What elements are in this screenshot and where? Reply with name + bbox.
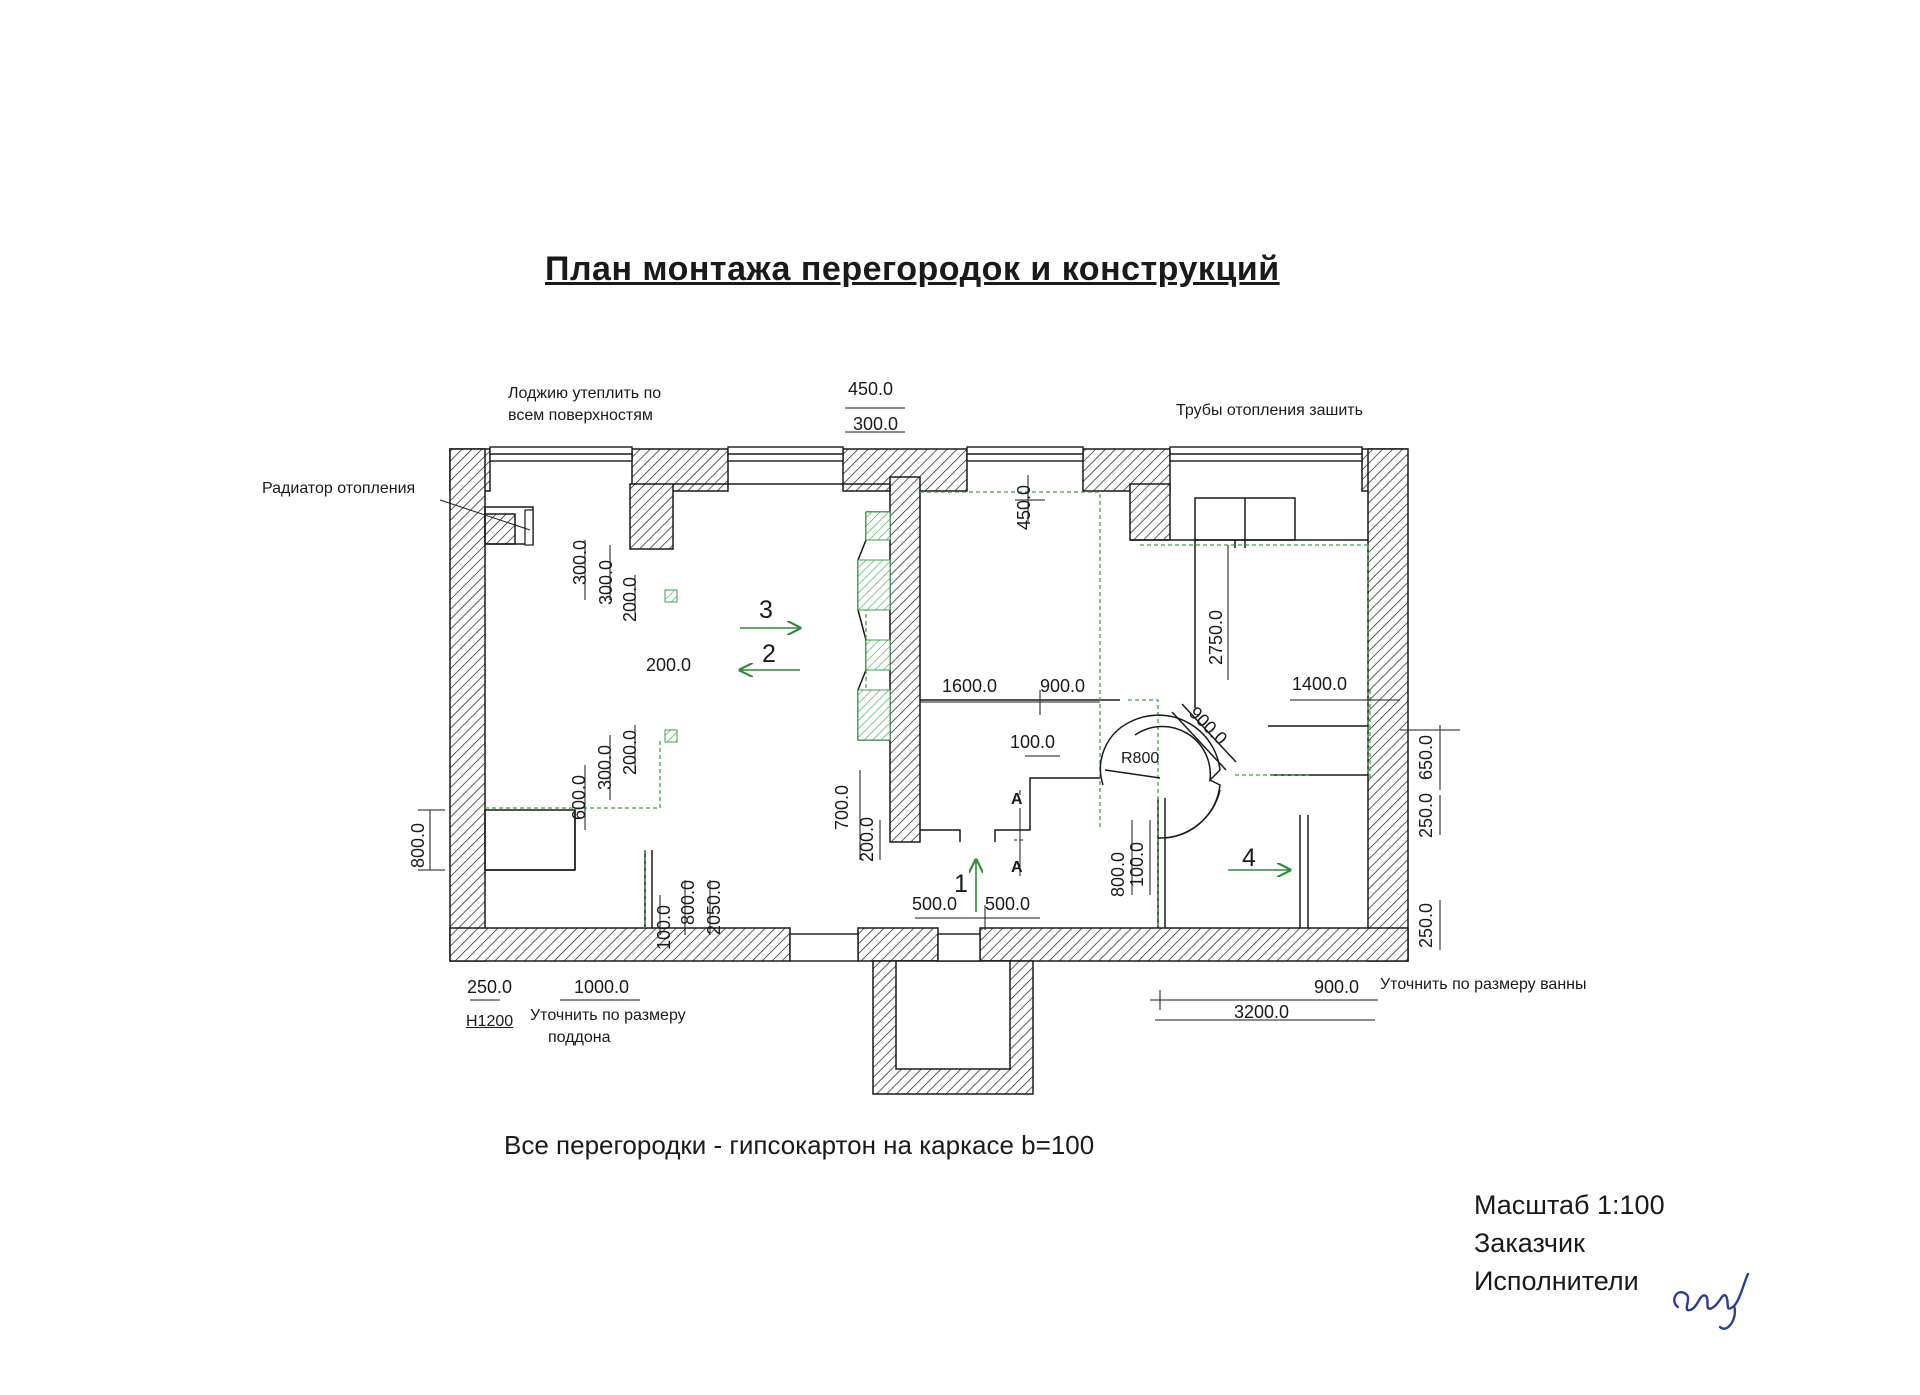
note-tray-line2: поддона bbox=[548, 1029, 611, 1046]
note-radiator: Радиатор отопления bbox=[262, 480, 416, 497]
dim-500-b: 500.0 bbox=[985, 894, 1031, 914]
dim-500-a: 500.0 bbox=[912, 894, 958, 914]
dim-300-top: 300.0 bbox=[853, 414, 899, 434]
dim-200-a: 200.0 bbox=[620, 576, 640, 622]
dim-200-b: 200.0 bbox=[620, 729, 640, 775]
dim-300-b: 300.0 bbox=[596, 559, 616, 605]
marker-4: 4 bbox=[1242, 844, 1256, 872]
dim-450-room: 450.0 bbox=[1014, 484, 1034, 530]
dim-900-b: 900.0 bbox=[1314, 977, 1360, 997]
interior-partitions bbox=[485, 484, 1368, 928]
dim-900-diag: 900.0 bbox=[1185, 702, 1232, 749]
section-a-top: A bbox=[1011, 791, 1023, 808]
note-partitions: Все перегородки - гипсокартон на каркасе b=100 bbox=[504, 1130, 1095, 1160]
dim-900-a: 900.0 bbox=[1040, 676, 1086, 696]
dim-800-c: 800.0 bbox=[1108, 851, 1128, 897]
dim-3200: 3200.0 bbox=[1234, 1002, 1290, 1022]
marker-2: 2 bbox=[762, 640, 776, 668]
note-loggia-line2: всем поверхностям bbox=[508, 407, 653, 424]
dim-1600: 1600.0 bbox=[942, 676, 998, 696]
dim-450-top: 450.0 bbox=[848, 379, 894, 399]
dim-300-a: 300.0 bbox=[570, 539, 590, 585]
dim-1000: 1000.0 bbox=[574, 977, 630, 997]
dim-600: 600.0 bbox=[569, 774, 589, 820]
marker-3: 3 bbox=[759, 596, 773, 624]
markers bbox=[759, 596, 1256, 898]
dim-100-b: 100.0 bbox=[1010, 732, 1056, 752]
dim-300-c: 300.0 bbox=[595, 744, 615, 790]
dim-200-c: 200.0 bbox=[857, 816, 877, 862]
scale-label: Масштаб 1:100 bbox=[1474, 1190, 1665, 1220]
note-bath: Уточнить по размеру ванны bbox=[1380, 976, 1587, 993]
dim-800-b: 800.0 bbox=[678, 879, 698, 925]
note-loggia-line1: Лоджию утеплить по bbox=[508, 385, 662, 402]
dim-250-r2: 250.0 bbox=[1416, 902, 1436, 948]
dim-100-a: 100.0 bbox=[654, 904, 674, 950]
radius-r800: R800 bbox=[1121, 750, 1160, 767]
contractors-label: Исполнители bbox=[1474, 1266, 1639, 1296]
marker-1: 1 bbox=[954, 870, 968, 898]
outer-walls bbox=[450, 449, 1408, 1094]
dim-1400: 1400.0 bbox=[1292, 674, 1348, 694]
dim-650: 650.0 bbox=[1416, 734, 1436, 780]
new-partitions bbox=[485, 492, 1370, 928]
title-block bbox=[1474, 1186, 1665, 1300]
dim-2050: 2050.0 bbox=[704, 879, 724, 935]
dim-200-mid: 200.0 bbox=[646, 655, 692, 675]
dim-250-left: 250.0 bbox=[467, 977, 513, 997]
note-pipes: Трубы отопления зашить bbox=[1176, 402, 1363, 419]
note-tray-line1: Уточнить по размеру bbox=[530, 1007, 686, 1024]
drawing-title: План монтажа перегородок и конструкций bbox=[545, 250, 1280, 288]
dim-250-r1: 250.0 bbox=[1416, 792, 1436, 838]
dim-700: 700.0 bbox=[832, 784, 852, 830]
windows bbox=[490, 447, 1362, 961]
dim-2750: 2750.0 bbox=[1206, 609, 1226, 665]
customer-label: Заказчик bbox=[1474, 1228, 1585, 1258]
new-partition-hatched bbox=[665, 512, 890, 742]
signature bbox=[1668, 1262, 1758, 1337]
dim-800-left: 800.0 bbox=[408, 822, 428, 868]
note-h1200: Н1200 bbox=[466, 1013, 514, 1030]
dim-100-c: 100.0 bbox=[1127, 841, 1147, 887]
section-a-bottom: A bbox=[1011, 859, 1023, 876]
